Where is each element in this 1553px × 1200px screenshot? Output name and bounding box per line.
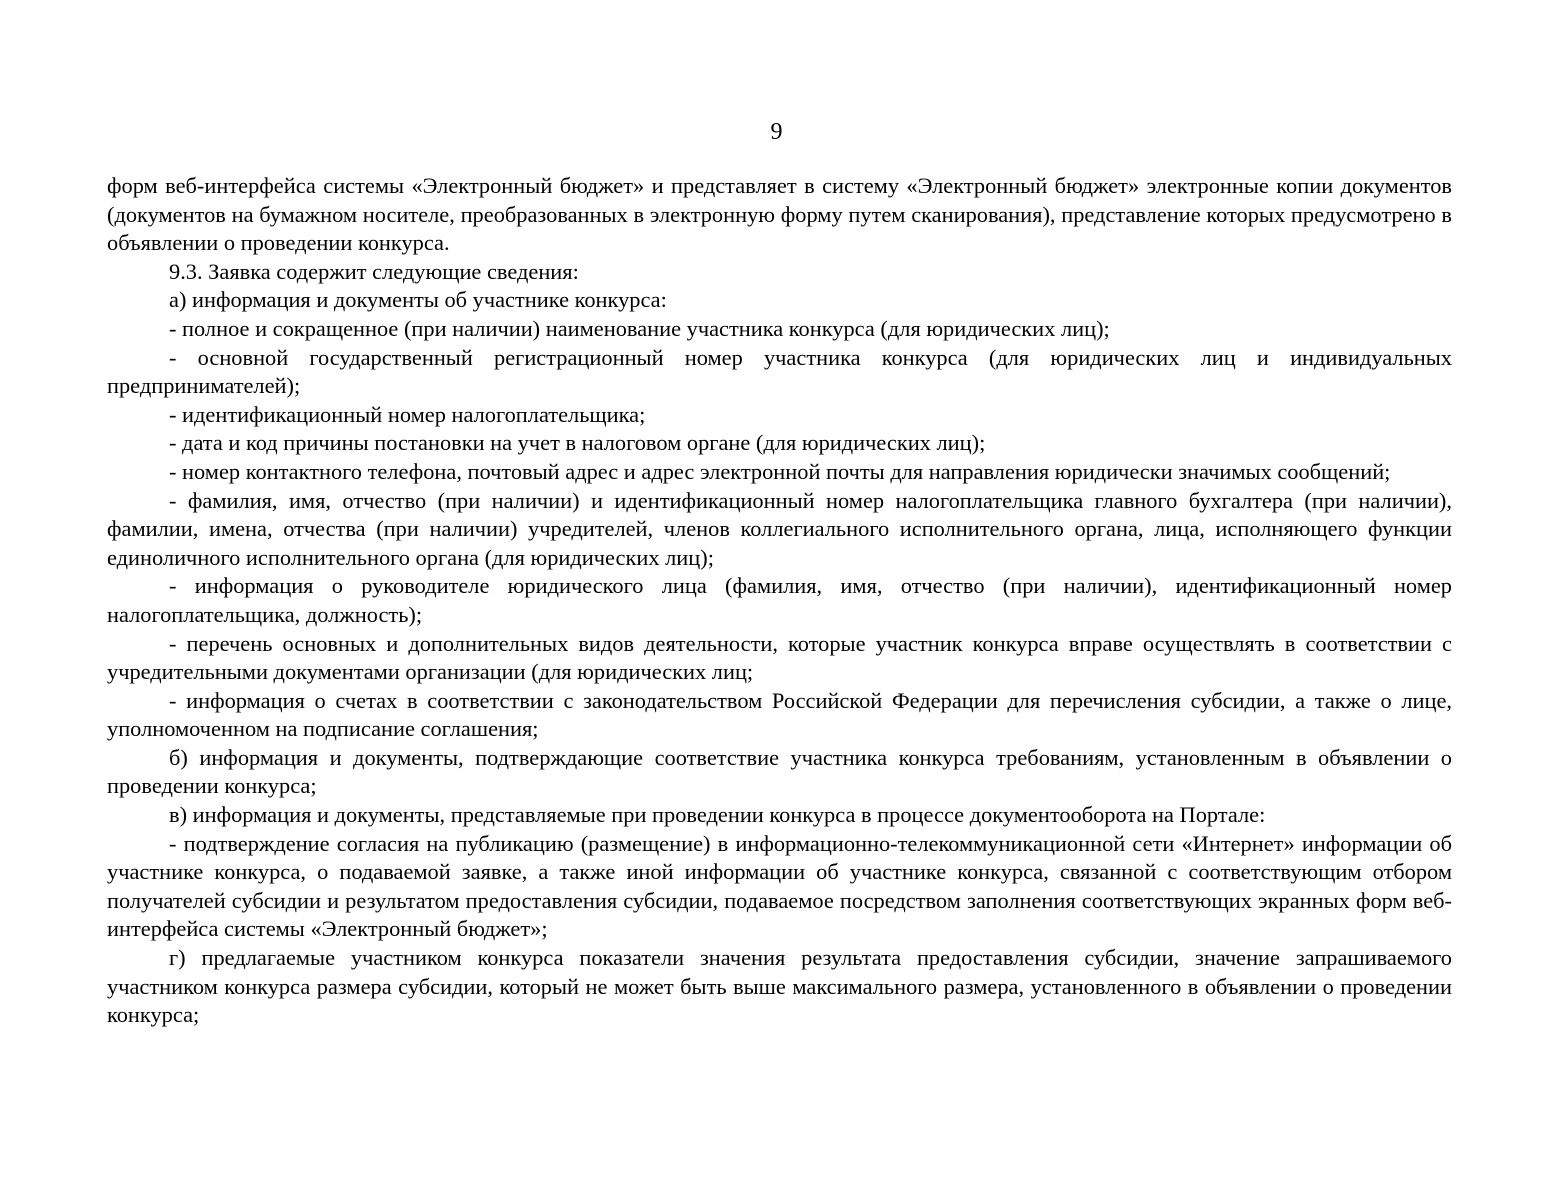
- paragraph-bullet-inn: - идентификационный номер налогоплательщика;: [169, 401, 646, 427]
- paragraph-bullet-persons: - фамилия, имя, отчество (при наличии) и идентификационный номер налогоплательщика главного бухгалтера (при наличии), фамилии, имена, отчества (при наличии) учредителей, членов коллегиального исполнительного органа, лица, исполняющего функции единоличного исполнительного органа (для юридических лиц);: [107, 487, 1452, 570]
- paragraph-item-b: б) информация и документы, подтверждающие соответствие участника конкурса требованиям, установленным в объявлении о проведении конкурса;: [107, 744, 1452, 799]
- paragraph-section-9-3: 9.3. Заявка содержит следующие сведения:: [169, 258, 579, 284]
- paragraph-item-g: г) предлагаемые участником конкурса показатели значения результата предоставления субсидии, значение запрашиваемого участником конкурса размера субсидии, который не может быть выше максимального размера, установленного в объявлении о проведении конкурса;: [107, 945, 1452, 1028]
- paragraph-item-a: а) информация и документы об участнике конкурса:: [169, 287, 667, 313]
- paragraph-bullet-name: - полное и сокращенное (при наличии) наименование участника конкурса (для юридических лиц);: [169, 315, 1110, 341]
- paragraph-bullet-director: - информация о руководителе юридического лица (фамилия, имя, отчество (при наличии), идентификационный номер налогоплательщика, должность);: [107, 573, 1452, 627]
- paragraph-continuation: форм веб-интерфейса системы «Электронный бюджет» и представляет в систему «Электронный бюджет» электронные копии документов (документов на бумажном носителе, преобразованных в электронную форму путем сканирования), представление которых предусмотрено в объявлении о проведении конкурса.: [107, 173, 1452, 256]
- page-number: 9: [770, 119, 783, 145]
- paragraph-bullet-ogrn: - основной государственный регистрационный номер участника конкурса (для юридических лиц и индивидуальных предпринимателей);: [107, 344, 1452, 399]
- document-body: [107, 172, 1452, 1030]
- paragraph-bullet-kpp: - дата и код причины постановки на учет в налоговом органе (для юридических лиц);: [169, 430, 986, 456]
- paragraph-bullet-consent: - подтверждение согласия на публикацию (размещение) в информационно-телекоммуникационной сети «Интернет» информации об участнике конкурса, о подаваемой заявке, а также иной информации об участнике конкурса, связанной с соответствующим отбором получателей субсидии и результатом предоставления субсидии, подаваемое посредством заполнения соответствующих экранных форм веб-интерфейса системы «Электронный бюджет»;: [107, 830, 1452, 942]
- paragraph-bullet-contacts: - номер контактного телефона, почтовый адрес и адрес электронной почты для направления юридически значимых сообщений;: [169, 458, 1391, 484]
- paragraph-item-v: в) информация и документы, представляемые при проведении конкурса в процессе документооборота на Портале:: [169, 802, 1266, 828]
- paragraph-bullet-accounts: - информация о счетах в соответствии с законодательством Российской Федерации для перечисления субсидии, а также о лице, уполномоченном на подписание соглашения;: [107, 687, 1452, 742]
- paragraph-bullet-activities: - перечень основных и дополнительных видов деятельности, которые участник конкурса вправе осуществлять в соответствии с учредительными документами организации (для юридических лиц;: [107, 630, 1452, 685]
